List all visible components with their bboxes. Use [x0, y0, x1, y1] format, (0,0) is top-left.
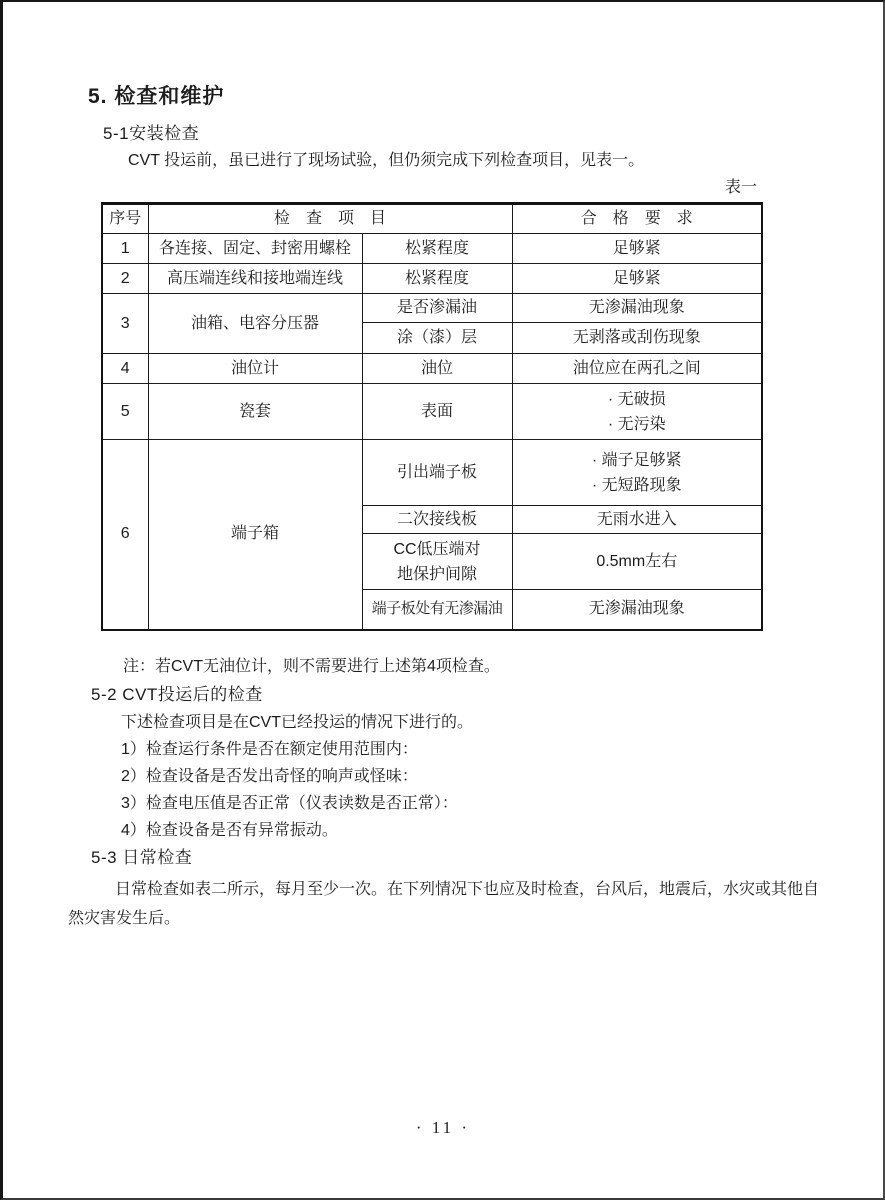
table-row-2: [102, 264, 762, 294]
row6-no: 6: [102, 440, 148, 630]
row3-sub1: 是否渗漏油: [362, 294, 512, 323]
row6-sub1: 引出端子板: [362, 440, 512, 506]
inspection-table: [101, 202, 763, 631]
row4-sub: 油位: [362, 354, 512, 384]
row1-no: 1: [102, 234, 148, 264]
row2-item: 高压端连线和接地端连线: [148, 264, 362, 294]
table-note: 注：若CVT无油位计，则不需要进行上述第4项检查。: [123, 657, 500, 675]
row6-sub4: 端子板处有无渗漏油: [362, 590, 512, 630]
page-number: · 11 ·: [415, 1118, 471, 1137]
intro-paragraph-5-1: CVT 投运前，虽已进行了现场试验，但仍须完成下列检查项目，见表一。: [128, 152, 645, 169]
row5-req: [512, 384, 762, 440]
row3-req2: 无剥落或刮伤现象: [512, 323, 762, 354]
daily-check-paragraph: 日常检查如表二所示，每月至少一次。在下列情况下也应及时检查，台风后，地震后，水灾或其他自然灾害发生后。: [68, 880, 820, 927]
row3-sub2: 涂（漆）层: [362, 323, 512, 354]
row6-sub3: [362, 534, 512, 590]
row6-req1-line2: · 无短路现象: [591, 476, 682, 494]
row1-req: 足够紧: [512, 234, 762, 264]
table-row-1: [102, 234, 762, 264]
row4-req: 油位应在两孔之间: [512, 354, 762, 384]
table-header-row: [102, 204, 762, 234]
row3-item: 油箱、电容分压器: [148, 294, 362, 354]
check-item-2: 2）检查设备是否发出奇怪的响声或怪味：: [121, 767, 418, 785]
row3-no: 3: [102, 294, 148, 354]
row6-sub3-line1: CC低压端对: [393, 540, 481, 558]
table-row-5: [102, 384, 762, 440]
row5-req-line2: · 无污染: [607, 415, 666, 433]
header-no: 序号: [102, 204, 148, 234]
subsection-heading-5-3: 5-3 日常检查: [91, 847, 193, 867]
section-heading-5: 5. 检查和维护: [88, 85, 225, 108]
check-item-1: 1）检查运行条件是否在额定使用范围内：: [121, 740, 418, 758]
row6-req4: 无渗漏油现象: [512, 590, 762, 630]
row6-req2: 无雨水进入: [512, 506, 762, 534]
row6-req1: [512, 440, 762, 506]
row5-item: 瓷套: [148, 384, 362, 440]
row6-sub2: 二次接线板: [362, 506, 512, 534]
row3-req1: 无渗漏油现象: [512, 294, 762, 323]
subsection-heading-5-1: 5-1安装检查: [103, 124, 200, 143]
row5-sub: 表面: [362, 384, 512, 440]
header-check-item: 检 查 项 目: [148, 204, 512, 234]
table-row-4: [102, 354, 762, 384]
row4-item: 油位计: [148, 354, 362, 384]
row2-no: 2: [102, 264, 148, 294]
row1-sub: 松紧程度: [362, 234, 512, 264]
check-item-3: 3）检查电压值是否正常（仪表读数是否正常）：: [121, 794, 458, 812]
header-requirement: 合 格 要 求: [512, 204, 762, 234]
intro-paragraph-5-2: 下述检查项目是在CVT已经投运的情况下进行的。: [121, 713, 474, 731]
subsection-heading-5-2: 5-2 CVT投运后的检查: [91, 684, 263, 704]
table1-caption: 表一: [724, 179, 757, 196]
table-row-6a: [102, 440, 762, 506]
row6-req1-line1: · 端子足够紧: [591, 451, 682, 469]
row1-item: 各连接、固定、封密用螺栓: [148, 234, 362, 264]
row6-sub3-line2: 地保护间隙: [396, 565, 477, 583]
row6-item: 端子箱: [148, 440, 362, 630]
table-row-3a: [102, 294, 762, 323]
check-item-4: 4）检查设备是否有异常振动。: [121, 821, 338, 839]
row5-req-line1: · 无破损: [607, 390, 666, 408]
row6-req3: 0.5mm左右: [512, 534, 762, 590]
row4-no: 4: [102, 354, 148, 384]
row2-req: 足够紧: [512, 264, 762, 294]
row2-sub: 松紧程度: [362, 264, 512, 294]
row5-no: 5: [102, 384, 148, 440]
